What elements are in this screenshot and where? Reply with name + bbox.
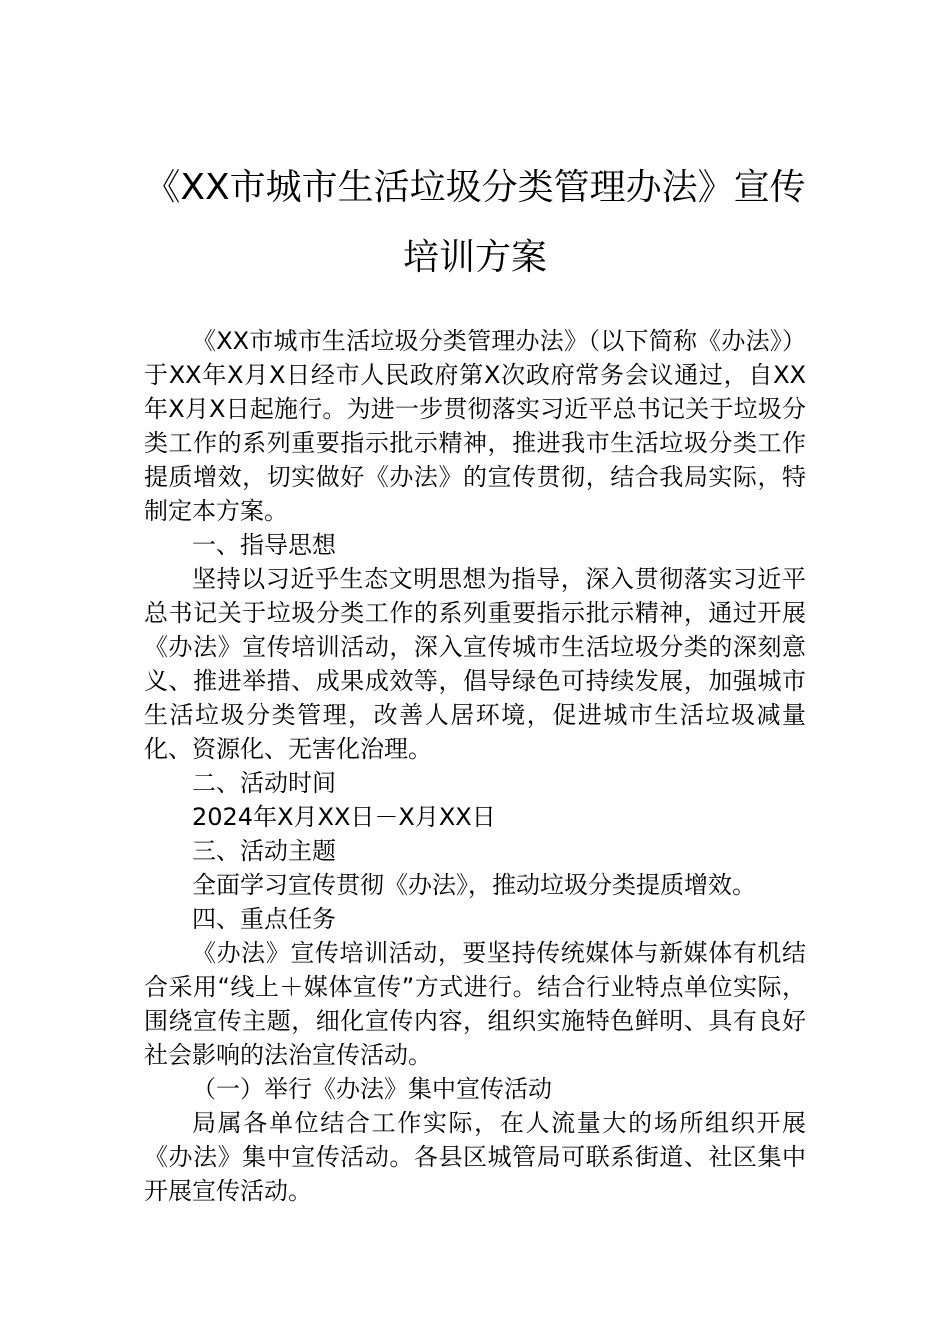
guiding-ideology-paragraph: 坚持以习近乎生态文明思想为指导，深入贯彻落实习近平总书记关于垃圾分类工作的系列重要指示批示精神，通过开展《办法》宣传培训活动，深入宣传城市生活垃圾分类的深刻意义、推进举措、成果成效等，倡导绿色可持续发展，加强城市生活垃圾分类管理，改善人居环境，促进城市生活垃圾减量化、资源化、无害化治理。 [144, 565, 806, 763]
activity-theme-paragraph: 全面学习宣传贯彻《办法》，推动垃圾分类提质增效。 [192, 871, 756, 899]
intro-paragraph: 《XX市城市生活垃圾分类管理办法》（以下简称《办法》）于XX年X月X日经市人民政府第X次政府常务会议通过，自XX年X月X日起施行。为进一步贯彻落实习近平总书记关于垃圾分类工作的系列重要指示批示精神，推进我市生活垃圾分类工作提质增效，切实做好《办法》的宣传贯彻，结合我局实际，特制定本方案。 [144, 327, 806, 525]
key-tasks-paragraph: 《办法》宣传培训活动，要坚持传统媒体与新媒体有机结合采用“线上＋媒体宣传”方式进行。结合行业特点单位实际，围绕宣传主题，细化宣传内容，组织实施特色鲜明、具有良好社会影响的法治宣传活动。 [144, 939, 806, 1069]
section-heading-key-tasks: 四、重点任务 [192, 905, 336, 933]
activity-time-paragraph: 2024年X月XX日－X月XX日 [192, 803, 496, 831]
section-heading-guiding-ideology: 一、指导思想 [192, 531, 336, 559]
section-heading-activity-theme: 三、活动主题 [192, 837, 336, 865]
subsection-heading-centralized-campaign: （一）举行《办法》集中宣传活动 [192, 1075, 552, 1103]
document-title-line-2: 培训方案 [402, 237, 547, 278]
document-title-line-1: 《XX市城市生活垃圾分类管理办法》宣传 [144, 167, 806, 208]
section-heading-activity-time: 二、活动时间 [192, 769, 336, 797]
document-body [144, 324, 806, 1208]
centralized-campaign-paragraph: 局属各单位结合工作实际，在人流量大的场所组织开展《办法》集中宣传活动。各县区城管局可联系街道、社区集中开展宣传活动。 [144, 1109, 806, 1205]
